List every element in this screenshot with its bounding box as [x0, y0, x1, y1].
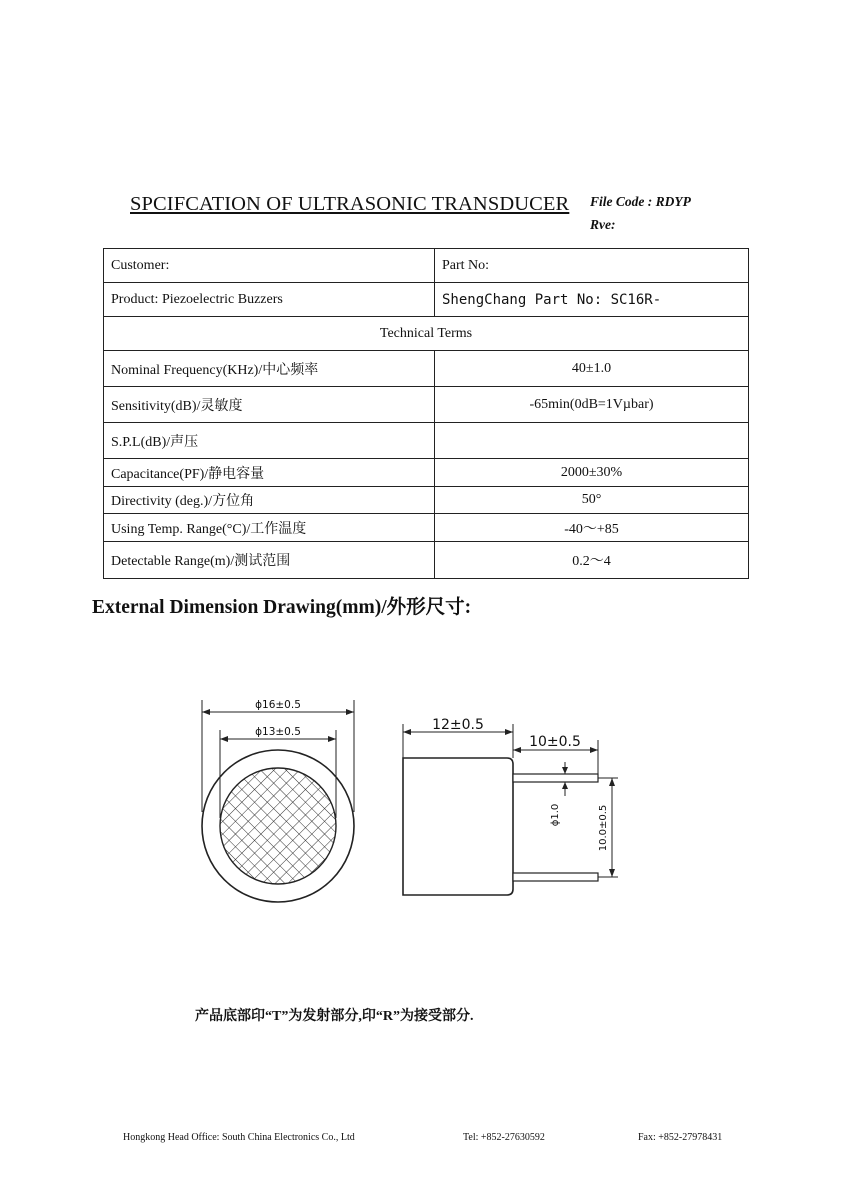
pin-length-label: 10±0.5 — [529, 734, 581, 750]
table-row — [104, 542, 749, 579]
document-title: SPCIFCATION OF ULTRASONIC TRANSDUCER — [130, 193, 570, 215]
table-row — [104, 487, 749, 514]
table-row — [104, 249, 749, 283]
section-heading: External Dimension Drawing(mm)/外形尺寸: — [92, 597, 472, 618]
pin-diameter-label: ϕ1.0 — [550, 803, 561, 827]
technical-terms-header: Technical Terms — [104, 317, 749, 351]
spec-value: 0.2～4 — [435, 542, 749, 579]
table-row — [104, 283, 749, 317]
front-view — [202, 699, 354, 902]
side-view — [403, 717, 618, 895]
spec-label: Directivity (deg.)/方位角 — [104, 487, 435, 514]
spec-value: 40±1.0 — [435, 351, 749, 387]
table-row — [104, 459, 749, 487]
pin-bottom — [513, 873, 598, 881]
spec-value: -65min(0dB=1Vµbar) — [435, 387, 749, 423]
inner-diameter-label: ϕ13±0.5 — [255, 726, 301, 738]
table-row — [104, 317, 749, 351]
spec-value: -40～+85 — [435, 514, 749, 542]
spec-value: 50° — [435, 487, 749, 514]
shengchang-part-no-cell: ShengChang Part No: SC16R- — [435, 283, 749, 317]
footer-tel: Tel: +852-27630592 — [463, 1132, 545, 1143]
spec-label: Detectable Range(m)/测试范围 — [104, 542, 435, 579]
table-row — [104, 423, 749, 459]
part-no-cell: Part No: — [435, 249, 749, 283]
spec-value — [435, 423, 749, 459]
table-row — [104, 514, 749, 542]
pin-spacing-label: 10.0±0.5 — [598, 804, 609, 852]
spec-label: Nominal Frequency(KHz)/中心频率 — [104, 351, 435, 387]
dimension-drawing — [0, 640, 851, 960]
revision-label: Rve: — [590, 217, 616, 232]
spec-label: S.P.L(dB)/声压 — [104, 423, 435, 459]
outer-diameter-label: ϕ16±0.5 — [255, 699, 301, 711]
marking-note: 产品底部印“T”为发射部分,印“R”为接受部分. — [195, 1009, 474, 1024]
customer-cell: Customer: — [104, 249, 435, 283]
table-row — [104, 387, 749, 423]
product-cell: Product: Piezoelectric Buzzers — [104, 283, 435, 317]
spec-value: 2000±30% — [435, 459, 749, 487]
spec-table — [103, 248, 749, 579]
spec-label: Using Temp. Range(°C)/工作温度 — [104, 514, 435, 542]
body-length-label: 12±0.5 — [432, 717, 484, 733]
footer-fax: Fax: +852-27978431 — [638, 1132, 723, 1143]
table-row — [104, 351, 749, 387]
spec-label: Sensitivity(dB)/灵敏度 — [104, 387, 435, 423]
pin-top — [513, 774, 598, 782]
mesh-grille — [218, 766, 338, 886]
transducer-body — [403, 758, 513, 895]
footer-office: Hongkong Head Office: South China Electronics Co., Ltd — [123, 1132, 355, 1143]
spec-label: Capacitance(PF)/静电容量 — [104, 459, 435, 487]
file-code: File Code : RDYP — [590, 194, 691, 209]
